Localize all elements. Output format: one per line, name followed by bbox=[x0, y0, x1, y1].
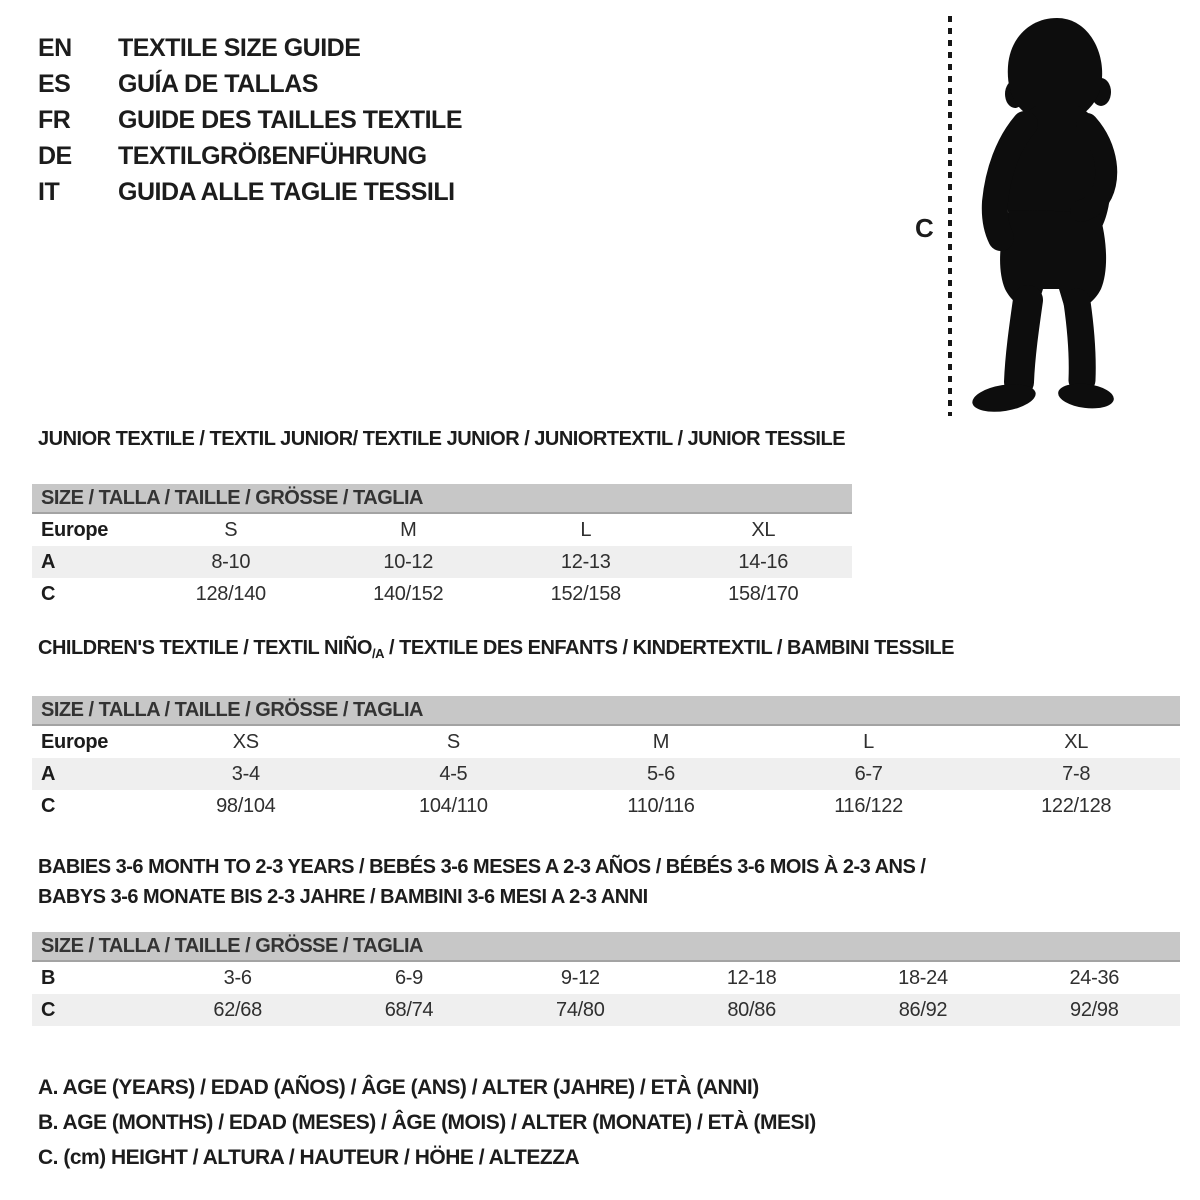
cell-value: 140/152 bbox=[373, 582, 444, 605]
section-children bbox=[32, 637, 1180, 822]
title-line: BABIES 3-6 MONTH TO 2-3 YEARS / BEBÉS 3-6 MESES A 2-3 AÑOS / BÉBÉS 3-6 MOIS À 2-3 ANS / bbox=[38, 856, 926, 878]
cell-value: S bbox=[224, 518, 238, 541]
cell-value: 110/116 bbox=[627, 794, 695, 817]
row-label: C bbox=[41, 794, 56, 817]
cell-value: L bbox=[863, 730, 874, 753]
table-row-b bbox=[32, 962, 1180, 994]
cell-value: 24-36 bbox=[1069, 966, 1120, 989]
cell-value: 4-5 bbox=[439, 762, 468, 785]
cell-value: 10-12 bbox=[383, 550, 434, 573]
cell-value: 104/110 bbox=[419, 794, 488, 817]
cell-value: 12-13 bbox=[560, 550, 611, 573]
size-header-bar: SIZE / TALLA / TAILLE / GRÖSSE / TAGLIA bbox=[32, 932, 1180, 962]
table-row-c bbox=[32, 994, 1180, 1026]
legend bbox=[38, 1070, 816, 1175]
row-label: A bbox=[41, 762, 56, 785]
language-guide-title: TEXTILE SIZE GUIDE bbox=[118, 33, 361, 62]
cell-value: M bbox=[652, 730, 670, 753]
section-babies bbox=[32, 852, 1180, 1026]
cell-value: M bbox=[400, 518, 417, 541]
table-row-a bbox=[32, 758, 1180, 790]
language-guide-title: GUIDA ALLE TAGLIE TESSILI bbox=[118, 177, 455, 206]
legend-line-a: A. AGE (YEARS) / EDAD (AÑOS) / ÂGE (ANS) / ALTER (JAHRE) / ETÀ (ANNI) bbox=[38, 1076, 759, 1099]
section-junior bbox=[32, 428, 852, 610]
cell-value: XL bbox=[1064, 730, 1089, 753]
cell-value: S bbox=[446, 730, 460, 753]
cell-value: 8-10 bbox=[211, 550, 251, 573]
toddler-silhouette-icon bbox=[962, 12, 1138, 422]
table-row-c bbox=[32, 790, 1180, 822]
height-dashed-line bbox=[948, 16, 952, 416]
size-table bbox=[32, 962, 1180, 1026]
cell-value: 152/158 bbox=[550, 582, 621, 605]
language-list bbox=[38, 30, 462, 210]
cell-value: 74/80 bbox=[556, 998, 605, 1021]
language-row-fr bbox=[38, 102, 462, 138]
cell-value: 116/122 bbox=[834, 794, 903, 817]
row-label: A bbox=[41, 550, 56, 573]
cell-value: L bbox=[580, 518, 592, 541]
row-label: C bbox=[41, 998, 56, 1021]
cell-value: 6-9 bbox=[394, 966, 423, 989]
cell-value: 6-7 bbox=[854, 762, 883, 785]
cell-value: 7-8 bbox=[1062, 762, 1091, 785]
cell-value: 14-16 bbox=[738, 550, 789, 573]
cell-value: 98/104 bbox=[216, 794, 276, 817]
size-table bbox=[32, 726, 1180, 822]
section-junior-title: JUNIOR TEXTILE / TEXTIL JUNIOR/ TEXTILE JUNIOR / JUNIORTEXTIL / JUNIOR TESSILE bbox=[38, 428, 846, 450]
row-label: Europe bbox=[41, 518, 109, 541]
legend-line-b: B. AGE (MONTHS) / EDAD (MESES) / ÂGE (MOIS) / ALTER (MONATE) / ETÀ (MESI) bbox=[38, 1111, 816, 1134]
table-row-europe bbox=[32, 514, 852, 546]
size-table bbox=[32, 514, 852, 610]
language-code: IT bbox=[38, 177, 60, 206]
size-header-bar: SIZE / TALLA / TAILLE / GRÖSSE / TAGLIA bbox=[32, 696, 1180, 726]
cell-value: XL bbox=[751, 518, 776, 541]
cell-value: 158/170 bbox=[728, 582, 799, 605]
language-guide-title: TEXTILGRÖßENFÜHRUNG bbox=[118, 141, 427, 170]
cell-value: 80/86 bbox=[727, 998, 776, 1021]
size-header-bar: SIZE / TALLA / TAILLE / GRÖSSE / TAGLIA bbox=[32, 484, 852, 514]
language-row-de bbox=[38, 138, 462, 174]
language-row-en bbox=[38, 30, 462, 66]
language-code: ES bbox=[38, 69, 71, 98]
cell-value: 128/140 bbox=[195, 582, 266, 605]
language-guide-title: GUIDE DES TAILLES TEXTILE bbox=[118, 105, 463, 134]
row-label: C bbox=[41, 582, 56, 605]
cell-value: 62/68 bbox=[213, 998, 262, 1021]
cell-value: 5-6 bbox=[646, 762, 675, 785]
cell-value: XS bbox=[232, 730, 259, 753]
language-guide-title: GUÍA DE TALLAS bbox=[118, 69, 318, 98]
section-children-title: CHILDREN'S TEXTILE / TEXTIL $NIÑO_{/A}$ / TEXTILE DES ENFANTS / KINDERTEXTIL / BAMBINI TESSILE bbox=[38, 637, 954, 661]
cell-value: 68/74 bbox=[384, 998, 434, 1021]
language-code: FR bbox=[38, 105, 71, 134]
table-row-c bbox=[32, 578, 852, 610]
language-row-es bbox=[38, 66, 462, 102]
height-measure-label: C bbox=[915, 213, 934, 243]
legend-line-c: C. (cm) HEIGHT / ALTURA / HAUTEUR / HÖHE / ALTEZZA bbox=[38, 1146, 580, 1169]
cell-value: 86/92 bbox=[898, 998, 948, 1021]
cell-value: 3-6 bbox=[223, 966, 252, 989]
cell-value: 9-12 bbox=[560, 966, 600, 989]
table-row-europe bbox=[32, 726, 1180, 758]
row-label: B bbox=[41, 966, 56, 989]
title-line: BABYS 3-6 MONATE BIS 2-3 JAHRE / BAMBINI 3-6 MESI A 2-3 ANNI bbox=[38, 886, 648, 908]
cell-value: 12-18 bbox=[726, 966, 777, 989]
table-row-a bbox=[32, 546, 852, 578]
language-code: EN bbox=[38, 33, 72, 62]
row-label: Europe bbox=[41, 730, 109, 753]
cell-value: 18-24 bbox=[898, 966, 948, 989]
language-row-it bbox=[38, 174, 462, 210]
language-code: DE bbox=[38, 141, 72, 170]
cell-value: 3-4 bbox=[231, 762, 260, 785]
section-babies-title bbox=[38, 852, 1180, 912]
cell-value: 92/98 bbox=[1070, 998, 1119, 1021]
cell-value: 122/128 bbox=[1041, 794, 1112, 817]
